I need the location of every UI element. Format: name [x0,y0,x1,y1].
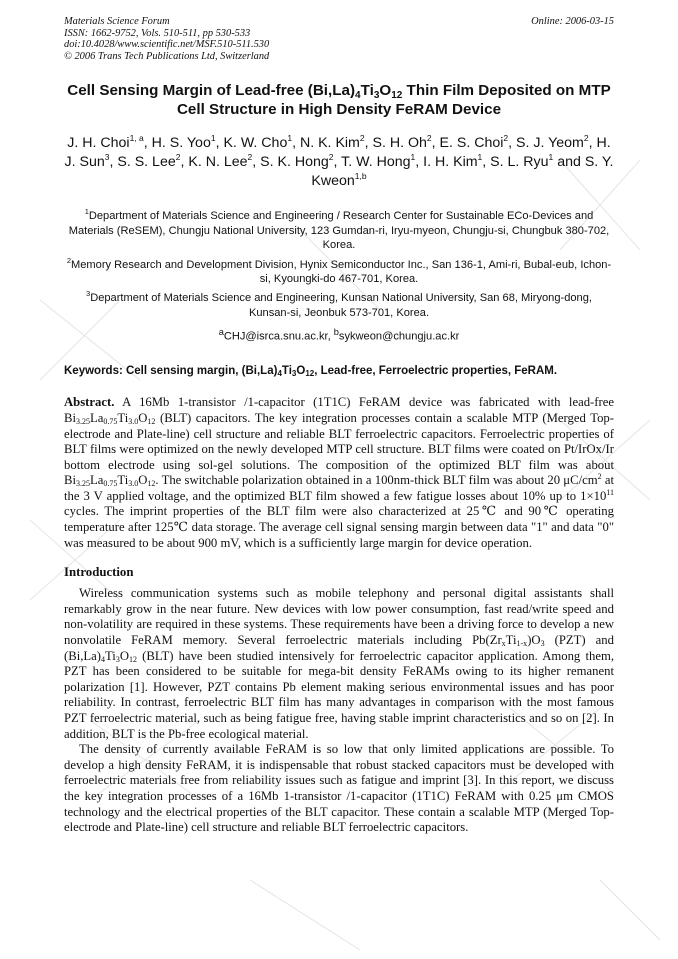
affiliations [64,209,614,344]
author-list [64,134,614,191]
author-separator: , [180,154,189,171]
abstract-text: La [90,473,104,488]
intro-text: Ti [505,633,517,648]
abstract-text: Ti [117,473,129,488]
abstract-text: A 16Mb 1-transistor /1-capacitor (1T1C) FeRAM device was fabricated with lead-free Bi [64,395,614,425]
author-name: J. H. Choi [67,135,130,152]
author-separator: , [431,135,440,152]
abstract-superscript: 2 [597,472,602,482]
intro-paragraph-1 [64,586,614,742]
abstract-label: Abstract. [64,395,115,410]
abstract-subscript: 3.25 [76,479,90,489]
keywords-subscript: 4 [277,369,282,379]
author-separator: , [252,154,261,171]
publication-header [64,16,614,62]
abstract-superscript: 11 [606,487,614,497]
author-name: S. L. Ryu [490,154,549,171]
author-separator: , [109,154,118,171]
author-affiliation-mark: 1 [287,133,293,144]
intro-subscript: 4 [101,654,105,664]
author-name: S. H. Oh [372,135,427,152]
email-separator: , [327,330,334,343]
intro-text: (BLT) have been studied intensively for ferroelectric capacitor application. Among them, PZT has been considered to be suitable for mega-bit density FeRAMs owing to its higher remanent polarization [1]. However, PZT contains Pb element making serious environmental issues and has poor reliability. In contrast, ferroelectric BLT film has many advantages in comparison with the most famous PZT ferroelectric material, such as being fatigue free, having stable imprint characteristics and so on [2]. In addition, BLT is the Pb-free ecological material. [64,648,614,741]
abstract-subscript: 3.0 [128,479,139,489]
author-affiliation-mark: 3 [104,152,110,163]
title-text: O [379,82,392,100]
author-separator: , [215,135,224,152]
publication-info [64,16,269,62]
email-mark: a [218,327,224,338]
author-affiliation-mark: 2 [426,133,432,144]
author-affiliation-mark: 1 [210,133,216,144]
abstract-text: cycles. The imprint properties of the BLT film were also characterized at 25℃ and 90℃ operating temperature after 125℃ data storage. The average cell signal sensing margin between data "1" and data "0" was measured to be about 900 mV, which is a sufficiently large margin for device operation. [64,504,614,550]
intro-text: (PZT) and (Bi,La) [64,633,614,663]
title-subscript: 12 [391,90,403,102]
title-text: Thin Film Deposited on MTP Cell Structure in High Density FeRAM Device [176,82,611,118]
author-affiliation-mark: 2 [328,152,334,163]
abstract-text: O [138,473,148,488]
email-line [64,325,614,344]
intro-subscript: x [501,639,506,649]
copyright-line: © 2006 Trans Tech Publications Ltd, Switzerland [64,50,270,62]
author-separator: and [553,154,585,171]
author-name: I. H. Kim [423,154,478,171]
intro-text: Ti [105,648,116,663]
author-name: S. K. Hong [260,154,329,171]
author-affiliation-mark: 2 [583,133,589,144]
email-a[interactable]: CHJ@isrca.snu.ac.kr [223,330,328,343]
abstract-text: . The switchable polarization obtained in a 100nm-thick BLT film was about 20 μC/cm [155,473,598,488]
abstract-text: at the 3 V applied voltage, and the optimized BLT film showed a few fatigue losses about 10% up to 1×10 [64,473,614,503]
author-affiliation-mark: 1 [410,152,416,163]
author-name: E. S. Choi [439,135,504,152]
journal-name: Materials Science Forum [64,16,170,27]
author-name: K. W. Cho [223,135,288,152]
author-affiliation-mark: 2 [247,152,253,163]
author-affiliation-mark: 2 [175,152,181,163]
author-name: S. J. Yeom [516,135,584,152]
keywords-subscript: 12 [305,369,315,379]
author-name: H. S. Yoo [151,135,211,152]
author-separator: , [143,135,152,152]
author-affiliation-mark: 2 [503,133,509,144]
keywords [64,364,614,378]
title-text: Cell Sensing Margin of Lead-free (Bi,La) [67,82,356,100]
title-text: Ti [360,82,374,100]
keywords-text: O [296,365,306,378]
abstract-text: Ti [117,410,129,425]
affiliation-text: Department of Materials Science and Engineering, Kunsan National University, San 68, Miryong-dong, Kunsan-si, Jeonbuk 573-701, Korea. [90,292,592,319]
doi-line[interactable]: doi:10.4028/www.scientific.net/MSF.510-511.530 [64,39,270,51]
affiliation-number: 2 [66,255,72,265]
author-name: K. N. Lee [188,154,248,171]
author-affiliation-mark: 1 [477,152,483,163]
author-separator: , [588,135,597,152]
abstract-subscript: 0.75 [103,479,118,489]
author-name: N. K. Kim [299,135,360,152]
abstract-subscript: 12 [147,479,156,489]
author-separator: , [482,154,491,171]
author-name: T. W. Hong [341,154,411,171]
author-separator: , [415,154,424,171]
intro-paragraph-2: The density of currently available FeRAM is so low that only limited applications are possible. To develop a high density FeRAM, it is indispensable that robust stacked capacitors must be developed with ferroelectric materials free from reliability issues such as fatigue and imprint [3]. In this report, we discuss the key integration processes of a 16Mb 1-transistor /1-capacitor (1T1C) FeRAM with 0.25 μm CMOS technology and the electrical properties of the BLT capacitor. These contain a scalable MTP (Merged Top-electrode and Plate-line) cell structure and reliable BLT ferroelectric capacitors. [64,742,614,835]
affiliation-text: Department of Materials Science and Engineering / Research Center for Sustainable ECo-Devices and Materials (ReSEM), Chungju National University, 123 Gumdan-ri, Iryu-myeon, Chungju-si, Chungbuk 380-702, Korea. [68,210,610,252]
intro-text: )O [527,633,541,648]
intro-text: O [119,648,130,663]
author-name: S. Y. Kweon [311,154,614,190]
abstract [64,395,614,551]
email-mark: b [333,327,339,338]
abstract-subscript: 0.75 [103,416,118,426]
title-subscript: 3 [373,90,380,102]
keywords-text: Keywords: Cell sensing margin, (Bi,La) [64,365,278,378]
affiliation-number: 3 [86,289,91,299]
affiliation-3 [64,291,614,320]
author-affiliation-mark: 1,b [354,171,367,182]
keywords-text: Ti [281,365,292,378]
intro-text: Wireless communication systems such as mobile telephony and personal digital assistants shall remarkably grow in the near future. New devices with low power consumption, fast read/write speed and non-volatility are required in these systems. These requirements have been a driving force to develop a new nonvolatile FeRAM memory. Several ferroelectric materials including Pb(Zr [64,586,614,648]
paper-title [64,82,614,119]
author-name: S. S. Lee [117,154,176,171]
author-affiliation-mark: 1 [548,152,554,163]
abstract-subscript: 3.25 [76,416,90,426]
abstract-text: La [90,410,104,425]
author-name: H. J. Sun [64,135,611,171]
online-date: Online: 2006-03-15 [531,16,614,27]
author-separator: , [333,154,342,171]
author-affiliation-mark: 1, a [129,133,144,144]
abstract-text: O [138,410,148,425]
issn-line: ISSN: 1662-9752, Vols. 510-511, pp 530-533 [64,27,251,39]
author-affiliation-mark: 2 [359,133,365,144]
keywords-subscript: 3 [291,369,297,379]
intro-subscript: 12 [129,654,138,664]
abstract-subscript: 12 [147,416,156,426]
title-subscript: 4 [355,90,361,102]
intro-subscript: 3 [540,639,545,649]
affiliation-2 [64,255,614,287]
author-separator: , [508,135,517,152]
author-separator: , [292,135,300,152]
intro-subscript: 3 [115,654,120,664]
abstract-subscript: 3.0 [128,416,139,426]
email-b[interactable]: sykweon@chungju.ac.kr [338,330,460,343]
affiliation-number: 1 [84,207,89,217]
section-heading-introduction: Introduction [64,565,134,580]
author-separator: , [364,135,373,152]
intro-subscript: 1-x [516,639,528,649]
affiliation-1 [64,209,614,252]
keywords-text: , Lead-free, Ferroelectric properties, FeRAM. [314,365,558,378]
affiliation-text: Memory Research and Development Division, Hynix Semiconductor Inc., San 136-1, Ami-ri, Bubal-eub, Ichon-si, Kyoungki-do 467-701, Korea. [71,258,612,285]
abstract-text: (BLT) capacitors. The key integration processes contain a scalable MTP (Merged Top-electrode and Plate-line) cell structure and reliable BLT ferroelectric capacitors. Ferroelectric properties of BLT films were optimized on the newly developed MTP cell structure. BLT films were coated on Pt/IrOx/Ir bottom electrode using sol-gel solutions. The composition of the optimized BLT film was about Bi [64,410,614,488]
